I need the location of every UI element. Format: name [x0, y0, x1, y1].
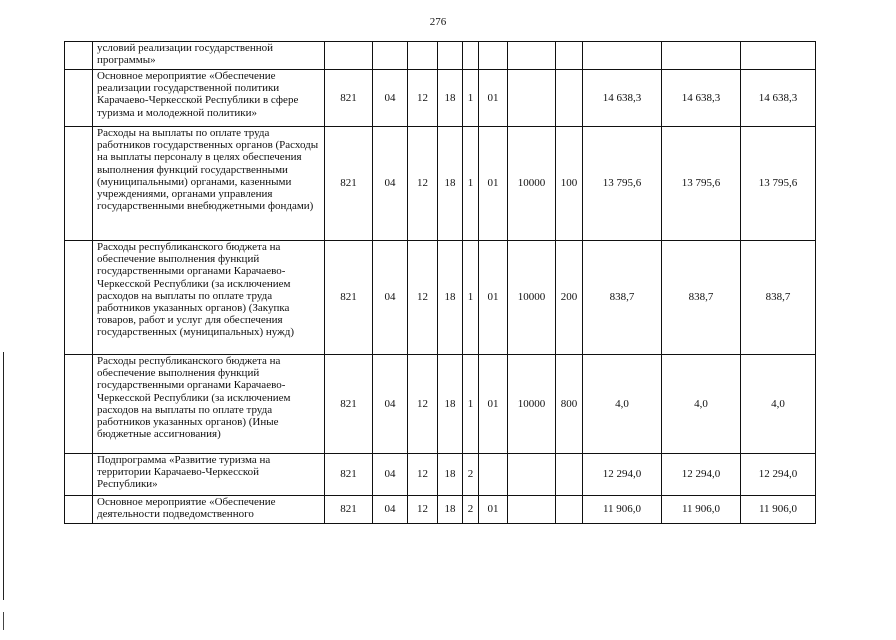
- empty-leading-cell: [65, 496, 93, 524]
- budget-table: [64, 41, 816, 524]
- subsection-code-cell: 12: [408, 127, 438, 241]
- section-code-cell: 04: [373, 454, 408, 496]
- direction-code-cell: 10000: [508, 127, 556, 241]
- section-code-cell: 04: [373, 355, 408, 454]
- amount-year1-cell: 14 638,3: [583, 70, 662, 127]
- event-code-cell: 01: [479, 496, 508, 524]
- program-code-cell: 18: [438, 355, 463, 454]
- amount-year1-cell: [583, 42, 662, 70]
- event-code-cell: [479, 454, 508, 496]
- direction-code-cell: [508, 42, 556, 70]
- amount-year2-cell: 11 906,0: [662, 496, 741, 524]
- empty-leading-cell: [65, 42, 93, 70]
- amount-year1-cell: 13 795,6: [583, 127, 662, 241]
- ministry-code-cell: 821: [325, 70, 373, 127]
- amount-year2-cell: 14 638,3: [662, 70, 741, 127]
- expense-type-cell: [556, 42, 583, 70]
- ministry-code-cell: 821: [325, 454, 373, 496]
- subsection-code-cell: 12: [408, 70, 438, 127]
- empty-leading-cell: [65, 241, 93, 355]
- table-row: [65, 454, 816, 496]
- section-code-cell: 04: [373, 70, 408, 127]
- amount-year3-cell: 13 795,6: [741, 127, 816, 241]
- event-code-cell: [479, 42, 508, 70]
- row-name-cell: Основное мероприятие «Обеспечение реализации государственной политики Карачаево-Черкесской Республики в сфере туризма и молодежной политики»: [93, 70, 325, 127]
- subsection-code-cell: 12: [408, 496, 438, 524]
- event-code-cell: 01: [479, 241, 508, 355]
- amount-year1-cell: 4,0: [583, 355, 662, 454]
- amount-year1-cell: 12 294,0: [583, 454, 662, 496]
- section-code-cell: 04: [373, 496, 408, 524]
- empty-leading-cell: [65, 127, 93, 241]
- subprogram-code-cell: 1: [463, 241, 479, 355]
- table-row: [65, 496, 816, 524]
- direction-code-cell: 10000: [508, 355, 556, 454]
- amount-year2-cell: 13 795,6: [662, 127, 741, 241]
- scan-edge-line: [3, 612, 4, 630]
- subprogram-code-cell: 1: [463, 355, 479, 454]
- table-row: [65, 241, 816, 355]
- amount-year3-cell: 14 638,3: [741, 70, 816, 127]
- subprogram-code-cell: 2: [463, 454, 479, 496]
- row-name-cell: условий реализации государственной программы»: [93, 42, 325, 70]
- table-row: [65, 42, 816, 70]
- event-code-cell: 01: [479, 70, 508, 127]
- amount-year3-cell: [741, 42, 816, 70]
- amount-year3-cell: 12 294,0: [741, 454, 816, 496]
- expense-type-cell: [556, 454, 583, 496]
- amount-year3-cell: 11 906,0: [741, 496, 816, 524]
- subprogram-code-cell: [463, 42, 479, 70]
- subsection-code-cell: 12: [408, 355, 438, 454]
- program-code-cell: 18: [438, 496, 463, 524]
- scan-edge-line: [3, 352, 4, 600]
- ministry-code-cell: [325, 42, 373, 70]
- expense-type-cell: [556, 496, 583, 524]
- section-code-cell: 04: [373, 241, 408, 355]
- row-name-cell: Расходы республиканского бюджета на обеспечение выполнения функций государственными органами Карачаево-Черкесской Республики (за исключением расходов на выплаты по оплате труда работников указанных органов) (Закупка товаров, работ и услуг для обеспечения государственных (муниципальных) нужд): [93, 241, 325, 355]
- amount-year3-cell: 838,7: [741, 241, 816, 355]
- amount-year3-cell: 4,0: [741, 355, 816, 454]
- ministry-code-cell: 821: [325, 127, 373, 241]
- expense-type-cell: 800: [556, 355, 583, 454]
- amount-year2-cell: [662, 42, 741, 70]
- page-number: 276: [429, 16, 447, 28]
- amount-year2-cell: 12 294,0: [662, 454, 741, 496]
- amount-year1-cell: 838,7: [583, 241, 662, 355]
- subprogram-code-cell: 2: [463, 496, 479, 524]
- row-name-cell: Основное мероприятие «Обеспечение деятельности подведомственного: [93, 496, 325, 524]
- row-name-cell: Подпрограмма «Развитие туризма на территории Карачаево-Черкесской Республики»: [93, 454, 325, 496]
- ministry-code-cell: 821: [325, 496, 373, 524]
- section-code-cell: [373, 42, 408, 70]
- amount-year2-cell: 4,0: [662, 355, 741, 454]
- direction-code-cell: 10000: [508, 241, 556, 355]
- empty-leading-cell: [65, 454, 93, 496]
- program-code-cell: 18: [438, 241, 463, 355]
- table-row: [65, 355, 816, 454]
- expense-type-cell: [556, 70, 583, 127]
- subprogram-code-cell: 1: [463, 127, 479, 241]
- ministry-code-cell: 821: [325, 241, 373, 355]
- subsection-code-cell: 12: [408, 241, 438, 355]
- section-code-cell: 04: [373, 127, 408, 241]
- ministry-code-cell: 821: [325, 355, 373, 454]
- row-name-cell: Расходы республиканского бюджета на обеспечение выполнения функций государственными органами Карачаево-Черкесской Республики (за исключением расходов на выплаты по оплате труда работников указанных органов) (Иные бюджетные ассигнования): [93, 355, 325, 454]
- direction-code-cell: [508, 496, 556, 524]
- empty-leading-cell: [65, 70, 93, 127]
- table-row: [65, 70, 816, 127]
- amount-year2-cell: 838,7: [662, 241, 741, 355]
- program-code-cell: 18: [438, 454, 463, 496]
- table-body: [65, 42, 816, 524]
- event-code-cell: 01: [479, 127, 508, 241]
- subprogram-code-cell: 1: [463, 70, 479, 127]
- expense-type-cell: 200: [556, 241, 583, 355]
- direction-code-cell: [508, 70, 556, 127]
- subsection-code-cell: 12: [408, 454, 438, 496]
- empty-leading-cell: [65, 355, 93, 454]
- event-code-cell: 01: [479, 355, 508, 454]
- table-row: [65, 127, 816, 241]
- row-name-cell: Расходы на выплаты по оплате труда работников государственных органов (Расходы на выплаты персоналу в целях обеспечения выполнения функций государственными (муниципальными) органами, казенными учреждениями, органами управления государственными внебюджетными фондами): [93, 127, 325, 241]
- subsection-code-cell: [408, 42, 438, 70]
- program-code-cell: 18: [438, 127, 463, 241]
- expense-type-cell: 100: [556, 127, 583, 241]
- amount-year1-cell: 11 906,0: [583, 496, 662, 524]
- program-code-cell: 18: [438, 70, 463, 127]
- direction-code-cell: [508, 454, 556, 496]
- program-code-cell: [438, 42, 463, 70]
